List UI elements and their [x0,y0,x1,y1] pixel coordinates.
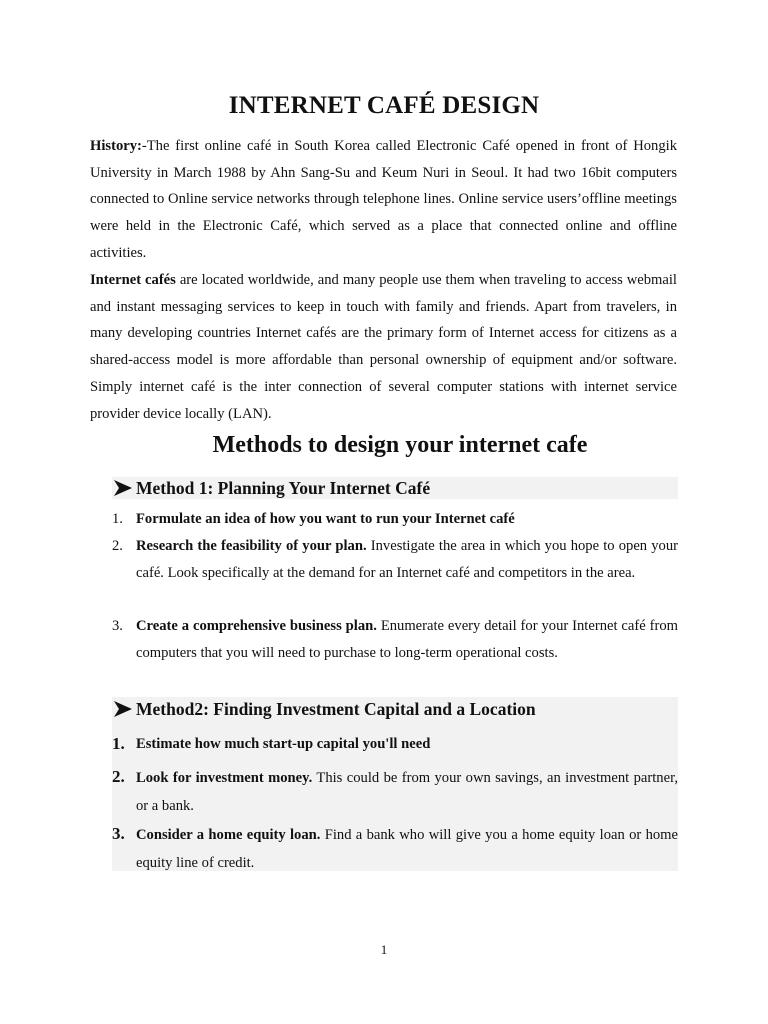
item-bold-text: Consider a home equity loan. [136,827,321,843]
page-number: 1 [380,942,388,957]
method1-item-1 [112,506,678,533]
method2-item-3 [112,821,678,877]
cafes-text: are located worldwide, and many people use them when traveling to access webmail and instant messaging services to keep in touch with family and friends. Apart from travelers, in many developing countries Internet cafés are the primary form of Internet access for citizens as a shared-access model is more affordable than personal ownership of equipment and/or software. Simply internet café is the inter connection of several computer stations with internet service provider device locally (LAN). [90,272,677,422]
page-title: INTERNET CAFÉ DESIGN [228,92,540,119]
cafes-label: Internet cafés [90,272,176,288]
item-bold-text: Research the feasibility of your plan. [136,538,367,554]
cafes-paragraph [90,267,677,427]
list-number: 1. [112,734,125,753]
method2-heading-text: Method2: Finding Investment Capital and a Location [136,698,536,719]
method2-item-1 [112,731,678,758]
item-bold-text: Formulate an idea of how you want to run your Internet café [136,511,515,527]
arrowhead-bullet-icon [112,700,136,718]
method1-item-3 [112,613,678,666]
list-number: 3. [112,824,125,843]
arrowhead-bullet-icon [112,479,136,497]
item-bold-text: Estimate how much start-up capital you'll need [136,736,431,752]
methods-heading: Methods to design your internet cafe [212,432,588,458]
list-number: 1. [112,511,123,527]
item-text: This could be from your own savings, an investment partner, or a bank. [136,770,678,814]
method2-item-2 [112,764,678,820]
item-text: Enumerate every detail for your Internet café from computers that you will need to purchase to long-term operational costs. [136,618,678,661]
item-bold-text: Look for investment money. [136,770,313,786]
list-number: 3. [112,618,123,634]
history-text: -The first online café in South Korea called Electronic Café opened in front of Hongik University in March 1988 by Ahn Sang-Su and Keum Nuri in Seoul. It had two 16bit computers connected to Online service networks through telephone lines. Online service users’offline meetings were held in the Electronic Café, which served as a place that connected online and offline activities. [90,138,677,261]
history-paragraph [90,133,677,267]
list-number: 2. [112,538,123,554]
list-number: 2. [112,767,125,786]
method1-heading-text: Method 1: Planning Your Internet Café [136,477,431,498]
method1-item-2 [112,533,678,586]
item-text: Investigate the area in which you hope to open your café. Look specifically at the demand for an Internet café and competitors in the area. [136,538,678,581]
item-bold-text: Create a comprehensive business plan. [136,618,377,634]
item-text: Find a bank who will give you a home equity loan or home equity line of credit. [136,827,678,871]
method2-heading [112,697,536,721]
method1-heading [112,477,430,499]
history-label: History: [90,138,142,154]
